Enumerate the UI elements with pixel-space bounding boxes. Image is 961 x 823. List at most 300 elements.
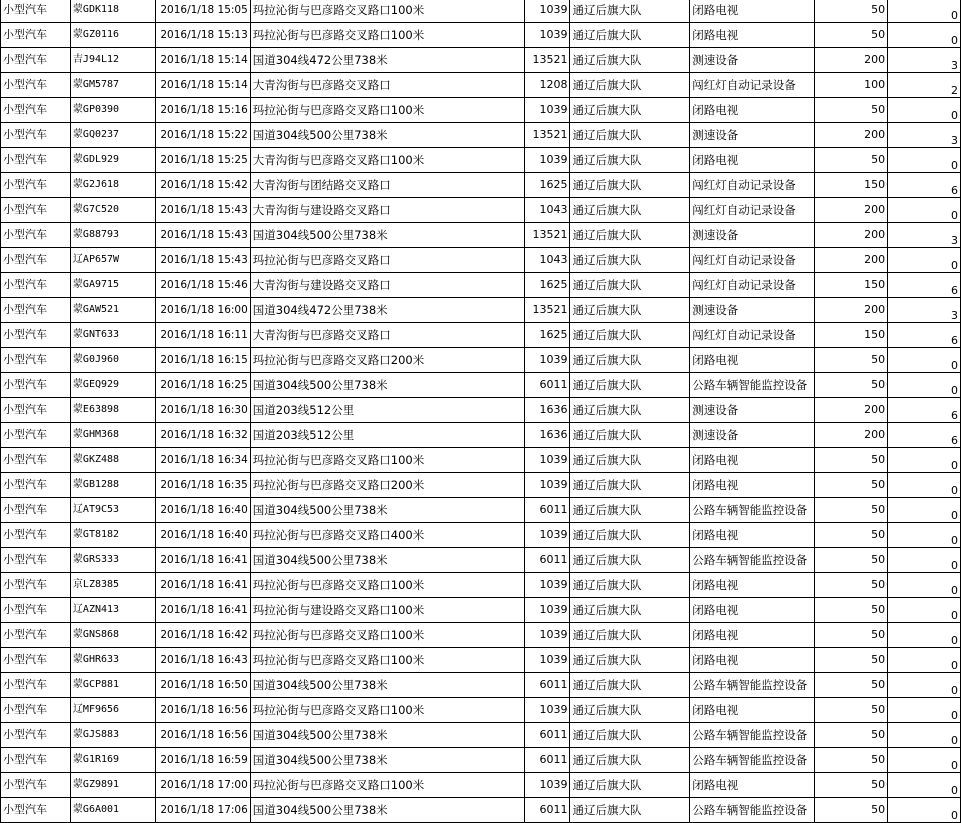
fine-cell: 100 — [815, 73, 888, 98]
table-row — [1, 23, 961, 48]
plate-number-cell: 蒙GM5787 — [70, 73, 155, 98]
datetime-cell: 2016/1/18 16:50 — [155, 673, 250, 698]
location-cell: 国道203线512公里 — [250, 423, 525, 448]
department-cell: 通辽后旗大队 — [570, 348, 690, 373]
points-cell: 0 — [888, 448, 961, 473]
department-cell: 通辽后旗大队 — [570, 423, 690, 448]
device-cell: 公路车辆智能监控设备 — [690, 798, 815, 823]
datetime-cell: 2016/1/18 15:43 — [155, 223, 250, 248]
location-cell: 玛拉沁街与巴彦路交叉路口200米 — [250, 348, 525, 373]
table-row — [1, 323, 961, 348]
table-body — [1, 0, 961, 823]
fine-cell: 50 — [815, 348, 888, 373]
datetime-cell: 2016/1/18 15:05 — [155, 0, 250, 23]
department-cell: 通辽后旗大队 — [570, 448, 690, 473]
vehicle-type-cell: 小型汽车 — [1, 773, 71, 798]
code-cell: 1039 — [525, 348, 570, 373]
points-cell: 6 — [888, 273, 961, 298]
table-row — [1, 498, 961, 523]
code-cell: 1039 — [525, 0, 570, 23]
vehicle-type-cell: 小型汽车 — [1, 348, 71, 373]
vehicle-type-cell: 小型汽车 — [1, 798, 71, 823]
points-cell: 0 — [888, 723, 961, 748]
plate-number-cell: 辽AZN413 — [70, 598, 155, 623]
fine-cell: 200 — [815, 198, 888, 223]
department-cell: 通辽后旗大队 — [570, 373, 690, 398]
department-cell: 通辽后旗大队 — [570, 773, 690, 798]
plate-number-cell: 蒙GRS333 — [70, 548, 155, 573]
datetime-cell: 2016/1/18 16:41 — [155, 573, 250, 598]
device-cell: 公路车辆智能监控设备 — [690, 548, 815, 573]
table-row — [1, 598, 961, 623]
plate-number-cell: 蒙GP0390 — [70, 98, 155, 123]
plate-number-cell: 蒙G6A001 — [70, 798, 155, 823]
vehicle-type-cell: 小型汽车 — [1, 48, 71, 73]
location-cell: 大青沟街与建设路交叉路口 — [250, 273, 525, 298]
plate-number-cell: 蒙GNS868 — [70, 623, 155, 648]
device-cell: 闭路电视 — [690, 23, 815, 48]
points-cell: 0 — [888, 148, 961, 173]
department-cell: 通辽后旗大队 — [570, 573, 690, 598]
datetime-cell: 2016/1/18 15:22 — [155, 123, 250, 148]
table-row — [1, 98, 961, 123]
code-cell: 1039 — [525, 573, 570, 598]
location-cell: 大青沟街与巴彦路交叉路口 — [250, 323, 525, 348]
device-cell: 闯红灯自动记录设备 — [690, 248, 815, 273]
location-cell: 国道304线500公里738米 — [250, 373, 525, 398]
table-row — [1, 448, 961, 473]
device-cell: 闯红灯自动记录设备 — [690, 323, 815, 348]
department-cell: 通辽后旗大队 — [570, 623, 690, 648]
points-cell: 0 — [888, 23, 961, 48]
code-cell: 6011 — [525, 498, 570, 523]
location-cell: 玛拉沁街与巴彦路交叉路口100米 — [250, 0, 525, 23]
location-cell: 国道304线500公里738米 — [250, 223, 525, 248]
table-row — [1, 698, 961, 723]
device-cell: 闭路电视 — [690, 698, 815, 723]
plate-number-cell: 蒙GT8182 — [70, 523, 155, 548]
table-row — [1, 0, 961, 23]
points-cell: 0 — [888, 598, 961, 623]
vehicle-type-cell: 小型汽车 — [1, 23, 71, 48]
fine-cell: 50 — [815, 573, 888, 598]
datetime-cell: 2016/1/18 15:46 — [155, 273, 250, 298]
code-cell: 1039 — [525, 698, 570, 723]
datetime-cell: 2016/1/18 16:56 — [155, 698, 250, 723]
location-cell: 国道304线500公里738米 — [250, 798, 525, 823]
department-cell: 通辽后旗大队 — [570, 598, 690, 623]
device-cell: 闯红灯自动记录设备 — [690, 198, 815, 223]
fine-cell: 50 — [815, 0, 888, 23]
fine-cell: 150 — [815, 173, 888, 198]
points-cell: 0 — [888, 248, 961, 273]
department-cell: 通辽后旗大队 — [570, 23, 690, 48]
fine-cell: 50 — [815, 723, 888, 748]
location-cell: 玛拉沁街与巴彦路交叉路口100米 — [250, 98, 525, 123]
plate-number-cell: 蒙GHR633 — [70, 648, 155, 673]
department-cell: 通辽后旗大队 — [570, 748, 690, 773]
points-cell: 0 — [888, 673, 961, 698]
table-row — [1, 423, 961, 448]
plate-number-cell: 蒙GKZ488 — [70, 448, 155, 473]
datetime-cell: 2016/1/18 16:56 — [155, 723, 250, 748]
device-cell: 闭路电视 — [690, 773, 815, 798]
code-cell: 13521 — [525, 48, 570, 73]
plate-number-cell: 蒙GNT633 — [70, 323, 155, 348]
vehicle-type-cell: 小型汽车 — [1, 148, 71, 173]
plate-number-cell: 辽MF9656 — [70, 698, 155, 723]
device-cell: 闭路电视 — [690, 523, 815, 548]
department-cell: 通辽后旗大队 — [570, 73, 690, 98]
fine-cell: 200 — [815, 48, 888, 73]
points-cell: 6 — [888, 173, 961, 198]
plate-number-cell: 蒙G1R169 — [70, 748, 155, 773]
code-cell: 6011 — [525, 548, 570, 573]
code-cell: 6011 — [525, 723, 570, 748]
vehicle-type-cell: 小型汽车 — [1, 448, 71, 473]
points-cell: 0 — [888, 548, 961, 573]
location-cell: 玛拉沁街与巴彦路交叉路口100米 — [250, 623, 525, 648]
device-cell: 闭路电视 — [690, 473, 815, 498]
code-cell: 13521 — [525, 223, 570, 248]
code-cell: 6011 — [525, 373, 570, 398]
department-cell: 通辽后旗大队 — [570, 523, 690, 548]
device-cell: 闭路电视 — [690, 598, 815, 623]
device-cell: 测速设备 — [690, 48, 815, 73]
points-cell: 0 — [888, 523, 961, 548]
plate-number-cell: 蒙E63898 — [70, 398, 155, 423]
device-cell: 闭路电视 — [690, 573, 815, 598]
points-cell: 0 — [888, 648, 961, 673]
device-cell: 测速设备 — [690, 298, 815, 323]
points-cell: 0 — [888, 798, 961, 823]
points-cell: 0 — [888, 748, 961, 773]
device-cell: 测速设备 — [690, 123, 815, 148]
code-cell: 1043 — [525, 198, 570, 223]
datetime-cell: 2016/1/18 17:00 — [155, 773, 250, 798]
department-cell: 通辽后旗大队 — [570, 298, 690, 323]
vehicle-type-cell: 小型汽车 — [1, 498, 71, 523]
points-cell: 0 — [888, 498, 961, 523]
code-cell: 1625 — [525, 173, 570, 198]
location-cell: 玛拉沁街与巴彦路交叉路口100米 — [250, 698, 525, 723]
department-cell: 通辽后旗大队 — [570, 98, 690, 123]
vehicle-type-cell: 小型汽车 — [1, 573, 71, 598]
vehicle-type-cell: 小型汽车 — [1, 373, 71, 398]
fine-cell: 50 — [815, 473, 888, 498]
fine-cell: 200 — [815, 223, 888, 248]
department-cell: 通辽后旗大队 — [570, 173, 690, 198]
datetime-cell: 2016/1/18 16:15 — [155, 348, 250, 373]
code-cell: 1039 — [525, 773, 570, 798]
table-row — [1, 173, 961, 198]
fine-cell: 50 — [815, 498, 888, 523]
table-row — [1, 273, 961, 298]
location-cell: 玛拉沁街与巴彦路交叉路口100米 — [250, 573, 525, 598]
code-cell: 1039 — [525, 448, 570, 473]
device-cell: 闭路电视 — [690, 348, 815, 373]
department-cell: 通辽后旗大队 — [570, 223, 690, 248]
department-cell: 通辽后旗大队 — [570, 0, 690, 23]
location-cell: 大青沟街与巴彦路交叉路口100米 — [250, 148, 525, 173]
fine-cell: 50 — [815, 448, 888, 473]
device-cell: 公路车辆智能监控设备 — [690, 723, 815, 748]
datetime-cell: 2016/1/18 16:59 — [155, 748, 250, 773]
fine-cell: 200 — [815, 248, 888, 273]
device-cell: 闯红灯自动记录设备 — [690, 173, 815, 198]
device-cell: 闭路电视 — [690, 623, 815, 648]
location-cell: 玛拉沁街与巴彦路交叉路口100米 — [250, 773, 525, 798]
vehicle-type-cell: 小型汽车 — [1, 198, 71, 223]
fine-cell: 50 — [815, 748, 888, 773]
points-cell: 0 — [888, 373, 961, 398]
code-cell: 1039 — [525, 523, 570, 548]
device-cell: 闭路电视 — [690, 98, 815, 123]
fine-cell: 50 — [815, 373, 888, 398]
location-cell: 玛拉沁街与巴彦路交叉路口100米 — [250, 23, 525, 48]
datetime-cell: 2016/1/18 15:13 — [155, 23, 250, 48]
points-cell: 0 — [888, 348, 961, 373]
plate-number-cell: 蒙GCP881 — [70, 673, 155, 698]
fine-cell: 200 — [815, 123, 888, 148]
table-row — [1, 373, 961, 398]
table-row — [1, 798, 961, 823]
device-cell: 测速设备 — [690, 398, 815, 423]
vehicle-type-cell: 小型汽车 — [1, 273, 71, 298]
datetime-cell: 2016/1/18 16:40 — [155, 523, 250, 548]
department-cell: 通辽后旗大队 — [570, 198, 690, 223]
points-cell: 0 — [888, 573, 961, 598]
plate-number-cell: 蒙GDL929 — [70, 148, 155, 173]
points-cell: 6 — [888, 398, 961, 423]
datetime-cell: 2016/1/18 15:16 — [155, 98, 250, 123]
table-row — [1, 148, 961, 173]
location-cell: 国道304线472公里738米 — [250, 298, 525, 323]
points-cell: 3 — [888, 298, 961, 323]
location-cell: 国道304线500公里738米 — [250, 123, 525, 148]
location-cell: 国道304线500公里738米 — [250, 548, 525, 573]
vehicle-type-cell: 小型汽车 — [1, 398, 71, 423]
location-cell: 玛拉沁街与巴彦路交叉路口100米 — [250, 448, 525, 473]
location-cell: 国道304线500公里738米 — [250, 723, 525, 748]
fine-cell: 50 — [815, 623, 888, 648]
code-cell: 1039 — [525, 598, 570, 623]
device-cell: 闭路电视 — [690, 448, 815, 473]
location-cell: 大青沟街与巴彦路交叉路口 — [250, 73, 525, 98]
vehicle-type-cell: 小型汽车 — [1, 473, 71, 498]
datetime-cell: 2016/1/18 16:30 — [155, 398, 250, 423]
fine-cell: 50 — [815, 148, 888, 173]
vehicle-type-cell: 小型汽车 — [1, 98, 71, 123]
plate-number-cell: 蒙GZ0116 — [70, 23, 155, 48]
fine-cell: 150 — [815, 273, 888, 298]
table-row — [1, 198, 961, 223]
vehicle-type-cell: 小型汽车 — [1, 523, 71, 548]
datetime-cell: 2016/1/18 16:25 — [155, 373, 250, 398]
device-cell: 闭路电视 — [690, 148, 815, 173]
vehicle-type-cell: 小型汽车 — [1, 73, 71, 98]
table-row — [1, 648, 961, 673]
datetime-cell: 2016/1/18 15:43 — [155, 198, 250, 223]
datetime-cell: 2016/1/18 16:35 — [155, 473, 250, 498]
device-cell: 公路车辆智能监控设备 — [690, 498, 815, 523]
code-cell: 1636 — [525, 423, 570, 448]
table-row — [1, 223, 961, 248]
vehicle-type-cell: 小型汽车 — [1, 698, 71, 723]
datetime-cell: 2016/1/18 16:00 — [155, 298, 250, 323]
vehicle-type-cell: 小型汽车 — [1, 298, 71, 323]
plate-number-cell: 蒙GB1288 — [70, 473, 155, 498]
fine-cell: 50 — [815, 698, 888, 723]
code-cell: 13521 — [525, 123, 570, 148]
device-cell: 公路车辆智能监控设备 — [690, 373, 815, 398]
department-cell: 通辽后旗大队 — [570, 398, 690, 423]
table-row — [1, 623, 961, 648]
code-cell: 1208 — [525, 73, 570, 98]
plate-number-cell: 蒙GAW521 — [70, 298, 155, 323]
code-cell: 6011 — [525, 673, 570, 698]
points-cell: 3 — [888, 223, 961, 248]
vehicle-type-cell: 小型汽车 — [1, 673, 71, 698]
plate-number-cell: 辽AP657W — [70, 248, 155, 273]
table-row — [1, 73, 961, 98]
fine-cell: 50 — [815, 673, 888, 698]
device-cell: 测速设备 — [690, 223, 815, 248]
department-cell: 通辽后旗大队 — [570, 723, 690, 748]
code-cell: 6011 — [525, 798, 570, 823]
device-cell: 闯红灯自动记录设备 — [690, 273, 815, 298]
fine-cell: 150 — [815, 323, 888, 348]
code-cell: 1625 — [525, 273, 570, 298]
table-row — [1, 123, 961, 148]
table-row — [1, 348, 961, 373]
location-cell: 玛拉沁街与建设路交叉路口100米 — [250, 598, 525, 623]
fine-cell: 50 — [815, 798, 888, 823]
department-cell: 通辽后旗大队 — [570, 698, 690, 723]
location-cell: 国道304线500公里738米 — [250, 673, 525, 698]
device-cell: 闭路电视 — [690, 0, 815, 23]
vehicle-type-cell: 小型汽车 — [1, 648, 71, 673]
location-cell: 玛拉沁街与巴彦路交叉路口200米 — [250, 473, 525, 498]
table-row — [1, 748, 961, 773]
points-cell: 6 — [888, 323, 961, 348]
datetime-cell: 2016/1/18 17:06 — [155, 798, 250, 823]
vehicle-type-cell: 小型汽车 — [1, 323, 71, 348]
vehicle-type-cell: 小型汽车 — [1, 548, 71, 573]
table-row — [1, 248, 961, 273]
datetime-cell: 2016/1/18 15:43 — [155, 248, 250, 273]
department-cell: 通辽后旗大队 — [570, 123, 690, 148]
department-cell: 通辽后旗大队 — [570, 273, 690, 298]
department-cell: 通辽后旗大队 — [570, 148, 690, 173]
points-cell: 0 — [888, 0, 961, 23]
points-cell: 0 — [888, 623, 961, 648]
plate-number-cell: 蒙G2J618 — [70, 173, 155, 198]
department-cell: 通辽后旗大队 — [570, 498, 690, 523]
table-row — [1, 523, 961, 548]
code-cell: 1043 — [525, 248, 570, 273]
plate-number-cell: 蒙G7C520 — [70, 198, 155, 223]
datetime-cell: 2016/1/18 15:42 — [155, 173, 250, 198]
points-cell: 2 — [888, 73, 961, 98]
device-cell: 闭路电视 — [690, 648, 815, 673]
table-row — [1, 548, 961, 573]
location-cell: 玛拉沁街与巴彦路交叉路口100米 — [250, 648, 525, 673]
department-cell: 通辽后旗大队 — [570, 48, 690, 73]
datetime-cell: 2016/1/18 16:43 — [155, 648, 250, 673]
device-cell: 测速设备 — [690, 423, 815, 448]
vehicle-type-cell: 小型汽车 — [1, 123, 71, 148]
fine-cell: 200 — [815, 398, 888, 423]
points-cell: 0 — [888, 98, 961, 123]
points-cell: 0 — [888, 198, 961, 223]
datetime-cell: 2016/1/18 16:34 — [155, 448, 250, 473]
department-cell: 通辽后旗大队 — [570, 548, 690, 573]
location-cell: 国道203线512公里 — [250, 398, 525, 423]
fine-cell: 200 — [815, 298, 888, 323]
device-cell: 闯红灯自动记录设备 — [690, 73, 815, 98]
plate-number-cell: 蒙GHM368 — [70, 423, 155, 448]
table-row — [1, 48, 961, 73]
points-cell: 3 — [888, 123, 961, 148]
location-cell: 大青沟街与建设路交叉路口 — [250, 198, 525, 223]
datetime-cell: 2016/1/18 15:25 — [155, 148, 250, 173]
points-cell: 0 — [888, 473, 961, 498]
datetime-cell: 2016/1/18 15:14 — [155, 48, 250, 73]
points-cell: 0 — [888, 773, 961, 798]
table-row — [1, 473, 961, 498]
plate-number-cell: 蒙G88793 — [70, 223, 155, 248]
department-cell: 通辽后旗大队 — [570, 673, 690, 698]
datetime-cell: 2016/1/18 16:40 — [155, 498, 250, 523]
code-cell: 1039 — [525, 23, 570, 48]
code-cell: 1039 — [525, 648, 570, 673]
department-cell: 通辽后旗大队 — [570, 473, 690, 498]
vehicle-type-cell: 小型汽车 — [1, 248, 71, 273]
points-cell: 6 — [888, 423, 961, 448]
code-cell: 13521 — [525, 298, 570, 323]
plate-number-cell: 蒙GQ0237 — [70, 123, 155, 148]
department-cell: 通辽后旗大队 — [570, 323, 690, 348]
plate-number-cell: 蒙GZ9891 — [70, 773, 155, 798]
fine-cell: 50 — [815, 598, 888, 623]
table-row — [1, 723, 961, 748]
vehicle-type-cell: 小型汽车 — [1, 173, 71, 198]
code-cell: 1039 — [525, 623, 570, 648]
datetime-cell: 2016/1/18 16:32 — [155, 423, 250, 448]
fine-cell: 50 — [815, 23, 888, 48]
department-cell: 通辽后旗大队 — [570, 648, 690, 673]
table-row — [1, 673, 961, 698]
location-cell: 国道304线500公里738米 — [250, 498, 525, 523]
points-cell: 3 — [888, 48, 961, 73]
fine-cell: 50 — [815, 98, 888, 123]
vehicle-type-cell: 小型汽车 — [1, 598, 71, 623]
location-cell: 玛拉沁街与巴彦路交叉路口 — [250, 248, 525, 273]
table-row — [1, 298, 961, 323]
table-row — [1, 573, 961, 598]
plate-number-cell: 蒙GDK118 — [70, 0, 155, 23]
points-cell: 0 — [888, 698, 961, 723]
code-cell: 1625 — [525, 323, 570, 348]
fine-cell: 50 — [815, 523, 888, 548]
location-cell: 国道304线472公里738米 — [250, 48, 525, 73]
device-cell: 公路车辆智能监控设备 — [690, 748, 815, 773]
fine-cell: 200 — [815, 423, 888, 448]
plate-number-cell: 蒙GEQ929 — [70, 373, 155, 398]
vehicle-type-cell: 小型汽车 — [1, 623, 71, 648]
code-cell: 6011 — [525, 748, 570, 773]
